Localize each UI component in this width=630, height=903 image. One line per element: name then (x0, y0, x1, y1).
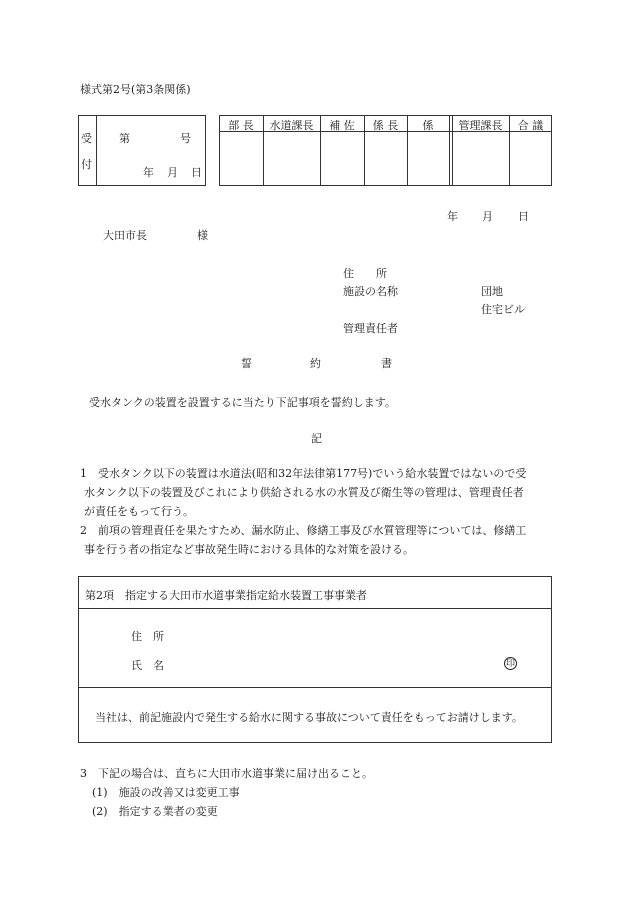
receipt-month: 月 (167, 166, 178, 179)
applicant-manager-label: 管理責任者 (343, 322, 398, 335)
approval-header-gogi: 合 議 (517, 119, 544, 132)
item2-line2: 事を行う者の指定など事故発生時における具体的な対策を設ける。 (84, 543, 414, 556)
date-day: 日 (518, 210, 529, 223)
intro-text: 受水タンクの装置を設置するに当たり下記事項を誓約します。 (89, 396, 396, 409)
item3-sub1: (1) 施設の改善又は変更工事 (92, 786, 240, 799)
contractor-box-header-line (78, 608, 552, 609)
approval-header-hosa: 補 佐 (329, 119, 355, 132)
approval-header-bucho: 部 長 (228, 119, 254, 132)
receipt-label-tsuke: 付 (81, 158, 92, 171)
approval-header-kanrikacho: 管理課長 (458, 119, 503, 132)
receipt-label-uke: 受 (81, 132, 92, 145)
item3-line: 3 下記の場合は、直ちに大田市水道事業に届け出ること。 (80, 767, 373, 780)
receipt-box (78, 115, 206, 186)
title-char-2: 約 (310, 357, 321, 370)
contractor-box-header: 第2項 指定する大田市水道事業指定給水装置工事事業者 (85, 589, 367, 602)
receipt-year: 年 (143, 166, 154, 179)
contractor-box-statement-line (78, 687, 552, 688)
receipt-go: 号 (180, 132, 191, 145)
contractor-address-label: 住 所 (131, 630, 164, 643)
seal-mark-icon: 印 (505, 659, 515, 669)
applicant-address-label: 住 所 (343, 267, 387, 280)
item1-line2: 水タンク以下の装置及びこれにより供給される水の水質及び衛生等の管理は、管理責任者 (84, 486, 524, 499)
receipt-divider (96, 115, 97, 186)
approval-header-kakari: 係 (422, 119, 434, 132)
contractor-name-label: 氏 名 (131, 659, 164, 672)
title-char-1: 誓 (241, 357, 252, 370)
form-number: 様式第2号(第3条関係) (80, 83, 191, 96)
item2-line1: 2 前項の管理責任を果たすため、漏水防止、修繕工事及び水質管理等については、修繕工 (80, 524, 527, 537)
applicant-facility-suffix-danchi: 団地 (481, 285, 503, 298)
item3-sub2: (2) 指定する業者の変更 (92, 805, 218, 818)
addressee-name: 大田市長 (103, 229, 147, 242)
approval-col-line (449, 115, 450, 186)
item1-line3: が責任をもって行う。 (84, 505, 194, 518)
date-month: 月 (482, 210, 493, 223)
item1-line1: 1 受水タンク以下の装置は水道法(昭和32年法律第177号)でいう給水装置ではないので受 (80, 467, 527, 480)
addressee-honorific: 様 (197, 229, 208, 242)
approval-header-kakaricho: 係 長 (372, 119, 399, 132)
date-year: 年 (447, 210, 458, 223)
title-char-3: 書 (381, 357, 392, 370)
applicant-facility-label: 施設の名称 (343, 285, 398, 298)
ki-heading: 記 (311, 432, 322, 445)
receipt-dai: 第 (119, 132, 130, 145)
contractor-statement: 当社は、前記施設内で発生する給水に関する事故について責任をもってお請けします。 (95, 711, 523, 724)
applicant-facility-suffix-building: 住宅ビル (481, 303, 525, 316)
receipt-day: 日 (191, 166, 202, 179)
approval-header-suidokacho: 水道課長 (269, 119, 314, 132)
